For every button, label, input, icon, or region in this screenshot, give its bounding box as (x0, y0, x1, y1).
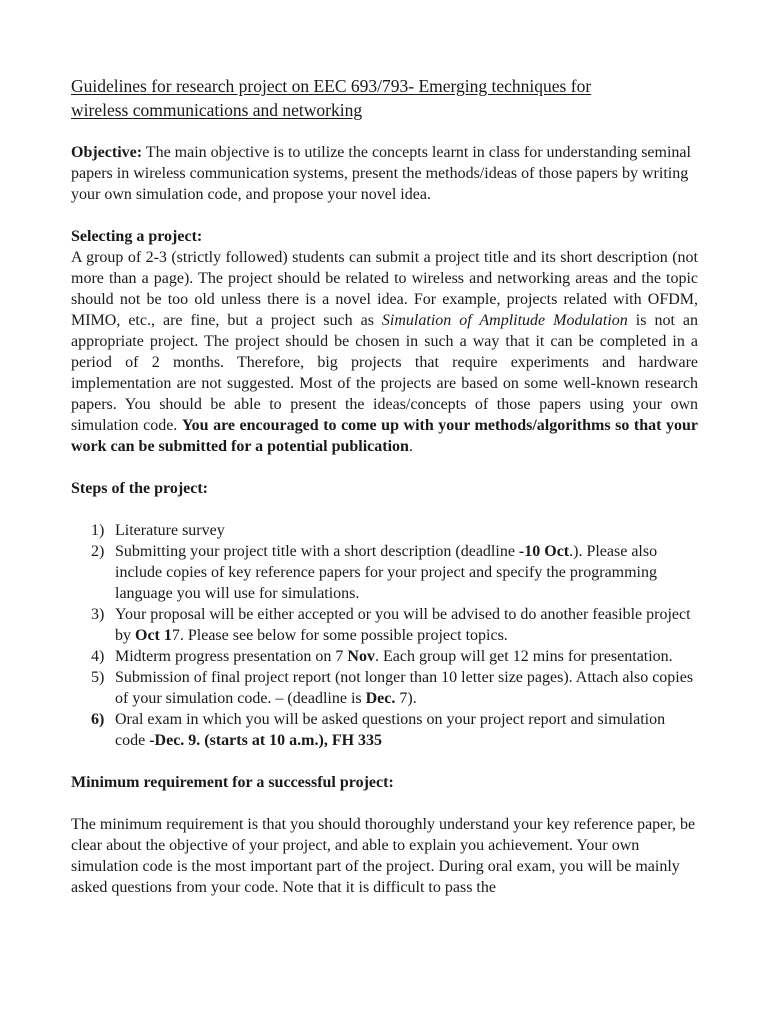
step-deadline: Oct 1 (135, 627, 172, 644)
step-deadline: -Dec. 9. (starts at 10 a.m.), FH 335 (149, 732, 383, 749)
minimum-heading: Minimum requirement for a successful project: (71, 774, 394, 791)
step-number: 2) (91, 543, 105, 560)
title-line-2: wireless communications and networking (71, 100, 363, 120)
step-item (71, 667, 698, 709)
steps-heading: Steps of the project: (71, 480, 209, 497)
step-text: Midterm progress presentation on 7 (115, 648, 348, 665)
step-number: 6) (91, 711, 105, 728)
step-text: .). Please also include copies of key reference papers for your project and specify the programming language you will use for simulations. (115, 543, 658, 602)
step-number: 4) (91, 648, 105, 665)
step-text: Submitting your project title with a short description (deadline (115, 543, 519, 560)
selecting-text-1: A group of 2-3 (strictly followed) students can submit a project title and its short description (not more than a page). The project should be related to wireless and networking areas and the topic should not be too old unless there is a novel idea. For example, projects related with OFDM, MIMO, etc., are fine, but a project such as (71, 249, 698, 329)
step-item (71, 709, 698, 751)
selecting-end: . (408, 438, 413, 455)
objective-label: Objective: (71, 144, 143, 161)
step-text: Submission of final project report (not longer than 10 letter size pages). Attach also copies of your simulation code. – (deadline is (115, 669, 694, 707)
selecting-heading: Selecting a project: (71, 228, 203, 245)
selecting-paragraph (71, 247, 698, 457)
step-number: 3) (91, 606, 105, 623)
minimum-paragraph: The minimum requirement is that you should thoroughly understand your key reference paper, be clear about the objective of your project, and able to explain you achievement. Your own simulation code is the most important part of the project. During oral exam, you will be mainly asked questions from your code. Note that it is difficult to pass the (71, 816, 696, 896)
objective-paragraph (71, 142, 698, 205)
step-deadline: Dec. (365, 690, 396, 707)
step-item (71, 520, 698, 541)
document-title (71, 74, 698, 122)
step-number: 5) (91, 669, 105, 686)
step-text: Literature survey (115, 522, 225, 539)
title-line-1: Guidelines for research project on EEC 693/793- Emerging techniques for (71, 76, 592, 96)
step-item (71, 646, 698, 667)
step-text: 7). (395, 690, 417, 707)
step-text: . Each group will get 12 mins for presentation. (374, 648, 673, 665)
selecting-italic: Simulation of Amplitude Modulation (381, 312, 628, 329)
objective-text: The main objective is to utilize the concepts learnt in class for understanding seminal papers in wireless communication systems, present the methods/ideas of those papers by writing your own simulation code, and propose your novel idea. (71, 144, 691, 203)
step-text: 7. Please see below for some possible project topics. (171, 627, 508, 644)
step-item (71, 604, 698, 646)
document-page (71, 74, 698, 898)
step-text: Oral exam in which you will be asked questions on your project report and simulation code (115, 711, 666, 749)
step-text: Your proposal will be either accepted or you will be advised to do another feasible project by (115, 606, 691, 644)
step-number: 1) (91, 522, 105, 539)
steps-list (71, 520, 698, 751)
selecting-bold: You are encouraged to come up with your methods/algorithms so that your work can be submitted for a potential publication (71, 417, 698, 455)
selecting-text-2: is not an appropriate project. The project should be chosen in such a way that it can be completed in a period of 2 months. Therefore, big projects that require experiments and hardware implementation are not suggested. Most of the projects are based on some well-known research papers. You should be able to present the ideas/concepts of those papers using your own simulation code. (71, 312, 699, 434)
step-deadline: -10 Oct (518, 543, 570, 560)
step-item (71, 541, 698, 604)
step-deadline: Nov (347, 648, 375, 665)
